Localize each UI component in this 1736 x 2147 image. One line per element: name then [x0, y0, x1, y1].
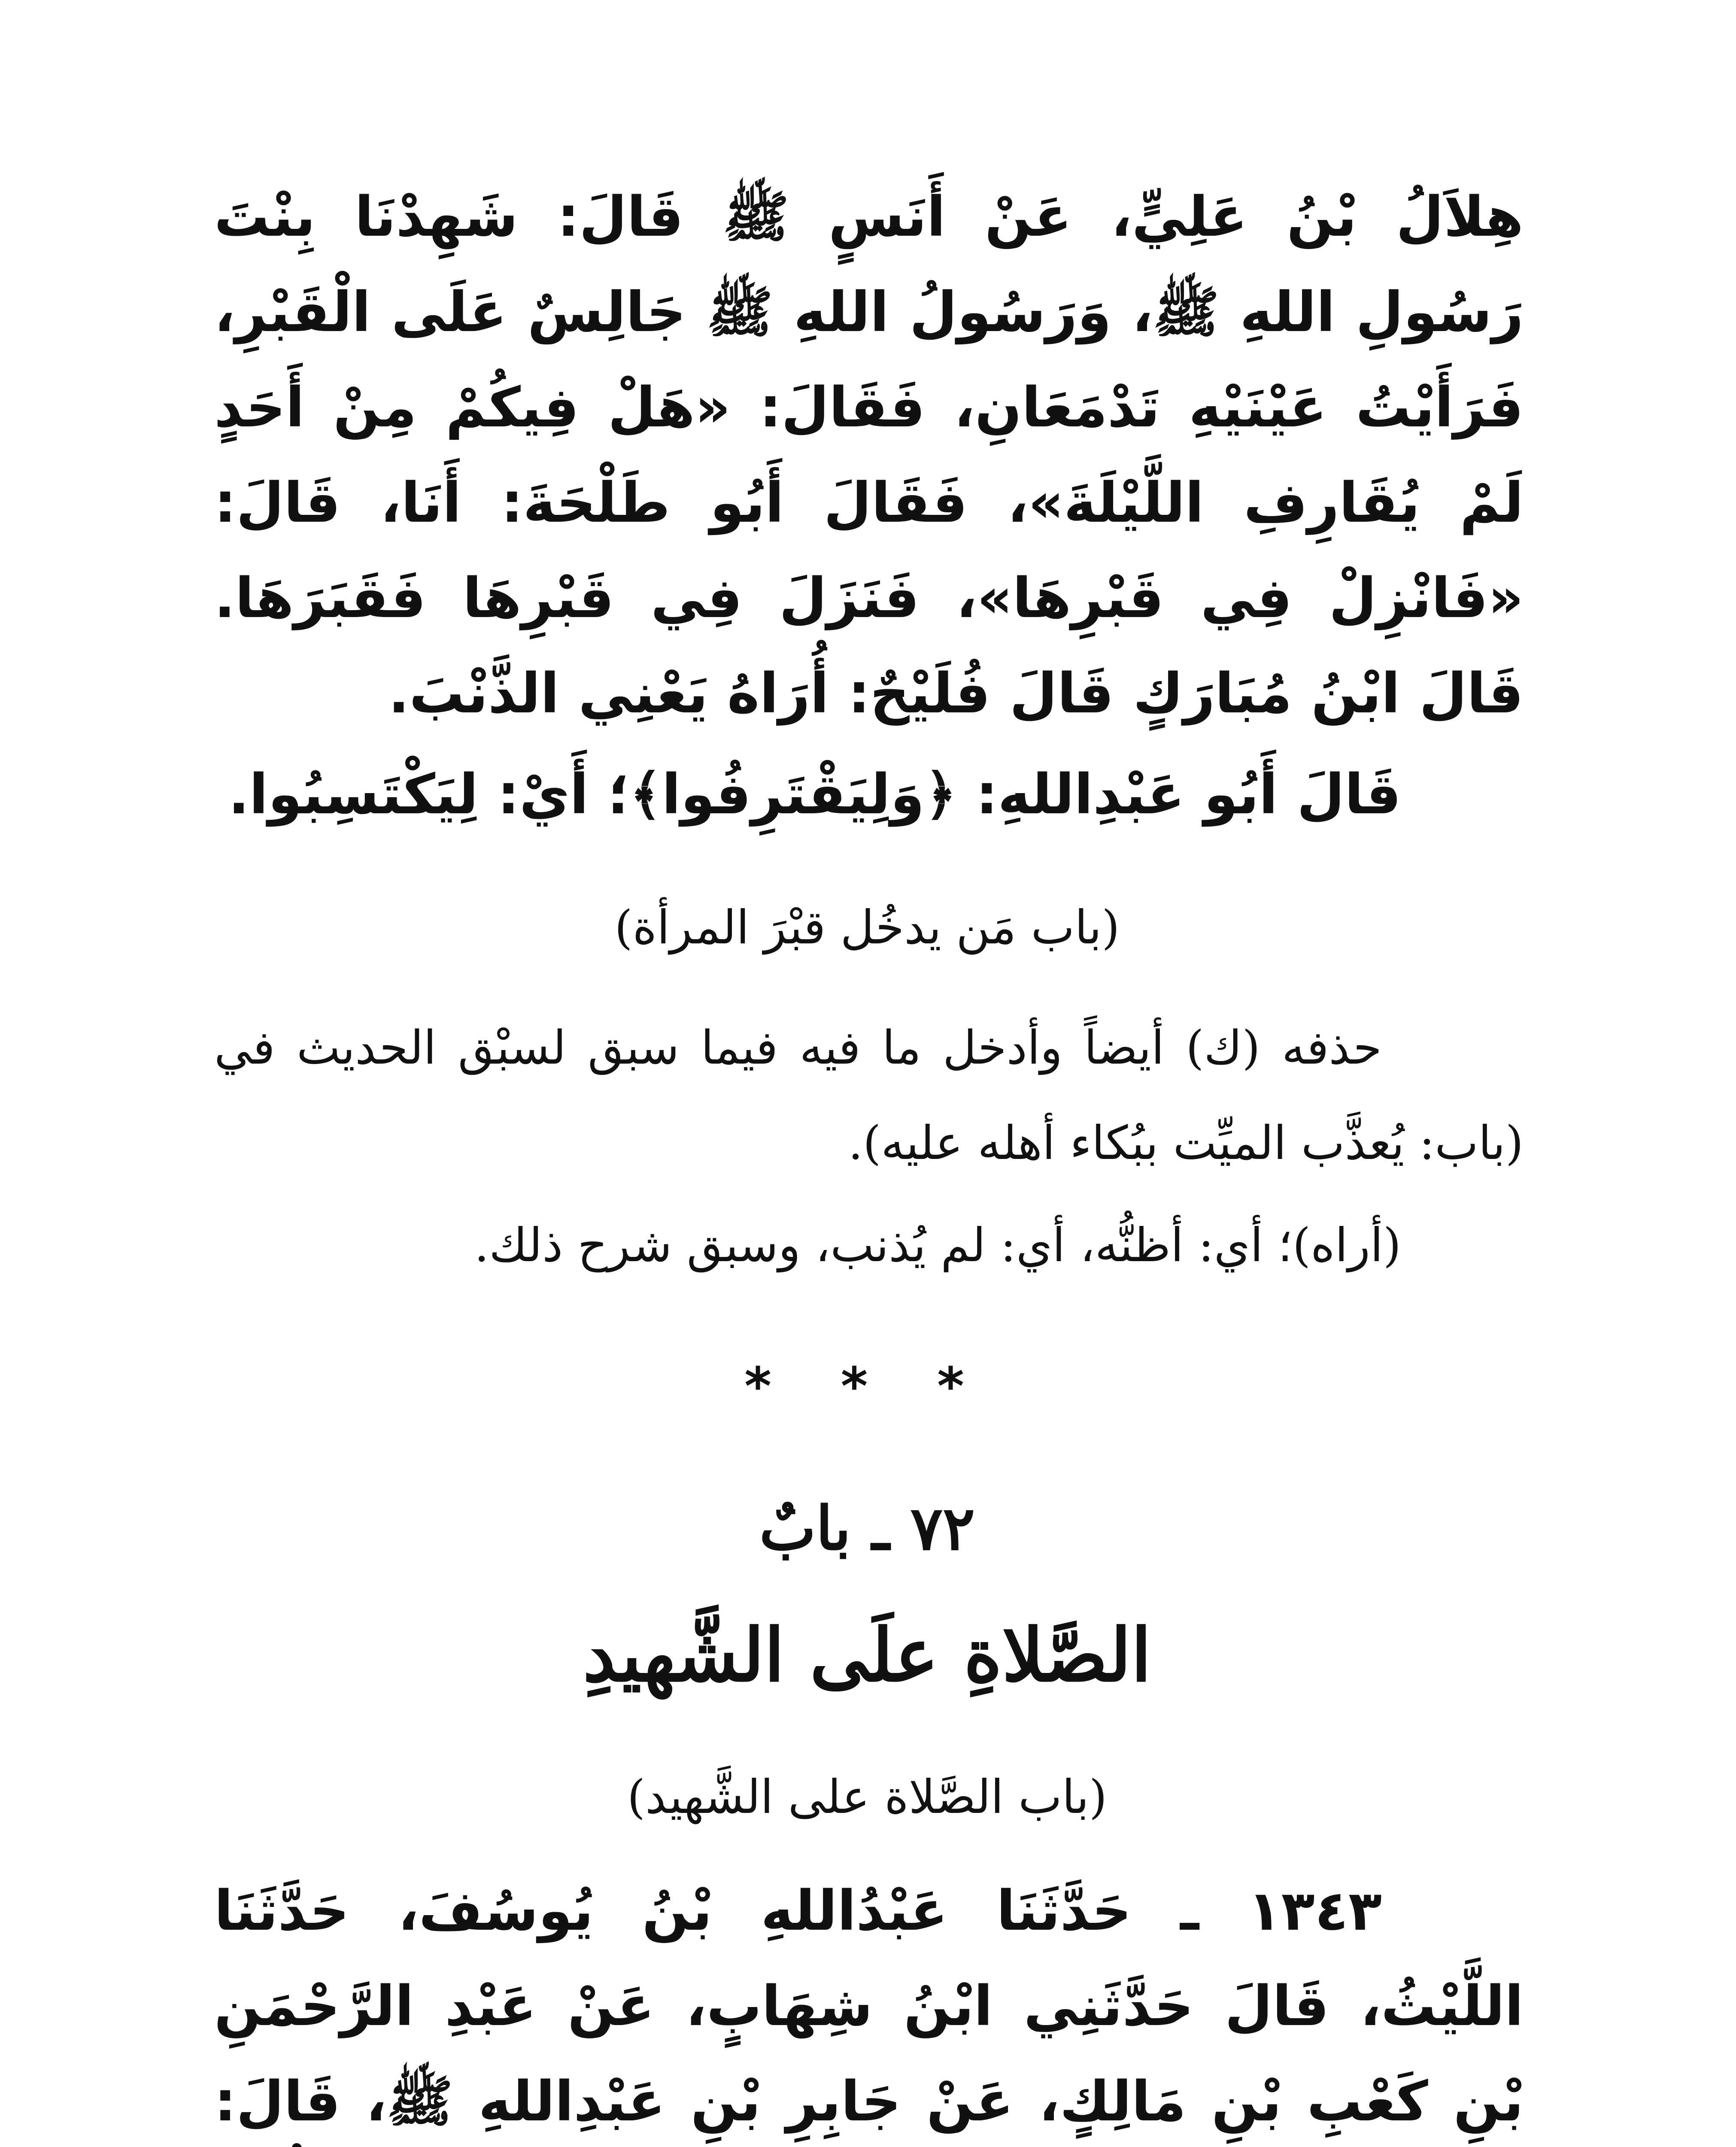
bukhari-note: قَالَ أَبُو عَبْدِاللهِ: ﴿وَلِيَقْتَرِفُوا﴾؛ أَيْ: لِيَكْتَسِبُوا.: [228, 763, 1401, 827]
hadith-continuation-paragraph: هِلاَلُ بْنُ عَلِيٍّ، عَنْ أَنَسٍ ﷺ قَالَ: شَهِدْنَا بِنْتَ رَسُولِ اللهِ ﷺ، وَرَسُولُ اللهِ ﷺ جَالِسٌ عَلَى الْقَبْرِ، فَرَأَيْتُ عَيْنَيْهِ تَدْمَعَانِ، فَقَالَ: «هَلْ فِيكُمْ مِنْ أَحَدٍ لَمْ يُقَارِفِ اللَّيْلَةَ»، فَقَالَ أَبُو طَلْحَةَ: أَنَا، قَالَ: «فَانْزِلْ فِي قَبْرِهَا»، فَنَزَلَ فِي قَبْرِهَا فَقَبَرَهَا. قَالَ ابْنُ مُبَارَكٍ قَالَ فُلَيْحٌ: أُرَاهُ يَعْنِي الذَّنْبَ.: [214, 185, 1524, 726]
section-separator: * * *: [744, 1357, 990, 1417]
chapter-bracket-heading-2: (باب الصَّلاة على الشَّهيد): [627, 1770, 1108, 1824]
chapter-number-heading: ٧٢ ـ بابٌ: [759, 1493, 975, 1564]
hadith-1343-paragraph: ١٣٤٣ ـ حَدَّثَنَا عَبْدُاللهِ بْنُ يُوسُفَ، حَدَّثَنَا اللَّيْثُ، قَالَ حَدَّثَنِي ابْنُ شِهَابٍ، عَنْ عَبْدِ الرَّحْمَنِ بْنِ كَعْبِ بْنِ مَالِكٍ، عَنْ جَابِرِ بْنِ عَبْدِاللهِ ﷺ، قَالَ:: [214, 1879, 1524, 2134]
chapter-title: الصَّلاةِ علَى الشَّهيدِ: [583, 1612, 1152, 1698]
chapter-bracket-heading: (باب مَن يدخُل قبْرَ المرأة): [614, 901, 1120, 955]
commentary-paragraph: حذفه (ك) أيضاً وأدخل ما فيه فيما سبق لسبْق الحديث في (باب: يُعذَّب الميِّت ببُكاء أهله عليه).: [214, 1021, 1524, 1170]
commentary-paragraph-2: (أراه)؛ أي: أظنُّه، أي: لم يُذنب، وسبق شرح ذلك.: [474, 1219, 1401, 1272]
